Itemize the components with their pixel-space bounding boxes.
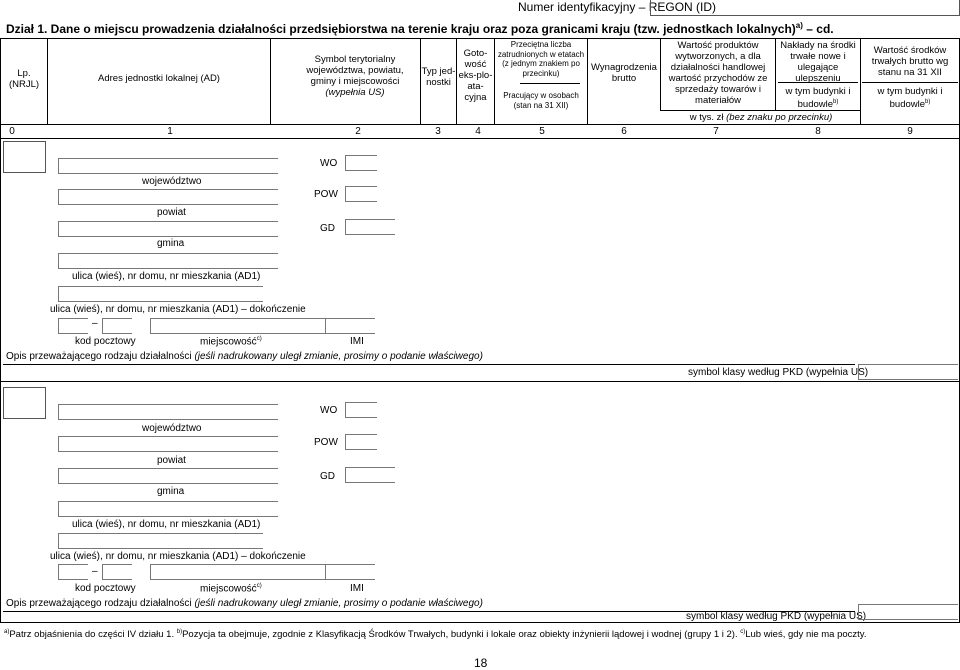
page-number: 18 bbox=[474, 656, 488, 670]
street-label-2: ulica (wieś), nr domu, nr mieszkania (AD1) bbox=[72, 519, 261, 530]
wojewodztwo-field-2[interactable] bbox=[58, 404, 278, 420]
pkd-label-1: symbol klasy według PKD (wypełnia US) bbox=[688, 367, 869, 378]
gmina-field-2[interactable] bbox=[58, 468, 278, 484]
wojewodztwo-field-1[interactable] bbox=[58, 158, 278, 174]
col-num-5: 5 bbox=[539, 126, 545, 137]
gd-label-1: GD bbox=[320, 223, 335, 234]
wojewodztwo-label-2: województwo bbox=[142, 423, 202, 434]
col-4-header: Goto-wość eks-plo-ata-cyjna bbox=[458, 48, 493, 103]
imi-label-1: IMI bbox=[350, 336, 364, 347]
col-num-2: 2 bbox=[355, 126, 361, 137]
postal-label-2: kod pocztowy bbox=[75, 583, 136, 594]
col-5-header-b: Pracujący w osobach (stan na 31 XII) bbox=[503, 91, 579, 110]
section-title: Dział 1. Dane o miejscu prowadzenia działalności przedsiębiorstwa na terenie kraju oraz poza granicami kraju (tzw. jednostkach lokalnych)$^{a)}$ – cd. bbox=[6, 21, 834, 36]
activity-label-2: Opis przeważającego rodzaju działalności (jeśli nadrukowany uległ zmianie, prosimy o podanie właściwego) bbox=[6, 598, 483, 609]
street-cont-field-1[interactable] bbox=[58, 286, 263, 302]
street-cont-label-1: ulica (wieś), nr domu, nr mieszkania (AD1) – dokończenie bbox=[50, 304, 306, 315]
postal-label-1: kod pocztowy bbox=[75, 336, 136, 347]
postal-1-field-1[interactable] bbox=[58, 318, 88, 334]
col-num-3: 3 bbox=[435, 126, 441, 137]
town-label-1: miejscowość$^{c)}$ bbox=[200, 336, 262, 348]
street-label-1: ulica (wieś), nr domu, nr mieszkania (AD1) bbox=[72, 271, 261, 282]
lp-input-1[interactable] bbox=[3, 141, 46, 173]
col-num-7: 7 bbox=[713, 126, 719, 137]
col-9-header-b: w tym budynki i budowle$^{b)}$ bbox=[877, 86, 943, 111]
col-7-header: Wartość produktów wytworzonych, a dla działalności handlowej wartość przychodów ze sprzedaży towarów i materiałów bbox=[668, 40, 768, 106]
pkd-label-2: symbol klasy według PKD (wypełnia US) bbox=[686, 611, 867, 622]
col-1-header: Adres jednostki lokalnej (AD) bbox=[98, 73, 220, 84]
gd-field-2[interactable] bbox=[345, 467, 395, 483]
col-num-8: 8 bbox=[815, 126, 821, 137]
street-cont-field-2[interactable] bbox=[58, 533, 263, 549]
gmina-label-2: gmina bbox=[157, 486, 185, 497]
town-label-2: miejscowość$^{c)}$ bbox=[200, 583, 262, 595]
gd-field-1[interactable] bbox=[345, 219, 395, 235]
town-field-1[interactable] bbox=[150, 318, 340, 334]
imi-field-2[interactable] bbox=[325, 564, 375, 580]
col-num-4: 4 bbox=[475, 126, 481, 137]
wo-field-1[interactable] bbox=[345, 155, 377, 171]
pow-label-1: POW bbox=[314, 189, 338, 200]
col-9-header-a: Wartość środków trwałych brutto wg stanu na 31 XII bbox=[871, 45, 949, 78]
col-3-header: Typ jed-nostki bbox=[421, 66, 456, 88]
street-field-2[interactable] bbox=[58, 501, 278, 517]
postal-dash-2: – bbox=[92, 566, 98, 577]
powiat-label-2: powiat bbox=[157, 455, 186, 466]
gmina-label-1: gmina bbox=[157, 238, 185, 249]
col-8-header-a: Nakłady na środki trwałe nowe i ulegające ulepszeniu bbox=[780, 40, 856, 84]
street-cont-label-2: ulica (wieś), nr domu, nr mieszkania (AD1) – dokończenie bbox=[50, 551, 306, 562]
postal-2-field-2[interactable] bbox=[102, 564, 132, 580]
activity-label-1: Opis przeważającego rodzaju działalności (jeśli nadrukowany uległ zmianie, prosimy o podanie właściwego) bbox=[6, 351, 483, 362]
powiat-field-1[interactable] bbox=[58, 189, 278, 205]
pkd-field-1[interactable] bbox=[858, 364, 958, 380]
town-field-2[interactable] bbox=[150, 564, 340, 580]
col-2-header: Symbol terytorialny województwa, powiatu, gminy i miejscowości (wypełnia US) bbox=[306, 54, 404, 98]
postal-2-field-1[interactable] bbox=[102, 318, 132, 334]
regon-label: Numer identyfikacyjny – REGON (ID) bbox=[518, 0, 717, 14]
pow-label-2: POW bbox=[314, 437, 338, 448]
pow-field-1[interactable] bbox=[345, 186, 377, 202]
postal-1-field-2[interactable] bbox=[58, 564, 88, 580]
footnotes: $^{a)}$Patrz objaśnienia do części IV działu 1. $^{b)}$Pozycja ta obejmuje, zgodnie z Klasyfikacją Środków Trwałych, budynki i lokale oraz obiekty inżynierii lądowej i wodnej (grupy 1 i 2). $^{c)}$Lub wieś, gdy nie ma poczty. bbox=[4, 629, 867, 641]
wo-label-2: WO bbox=[320, 405, 338, 416]
wo-label-1: WO bbox=[320, 158, 338, 169]
col-num-1: 1 bbox=[167, 126, 173, 137]
lp-input-2[interactable] bbox=[3, 387, 46, 419]
col-0-header: Lp. (NRJL) bbox=[8, 68, 40, 90]
col-num-6: 6 bbox=[621, 126, 627, 137]
gd-label-2: GD bbox=[320, 471, 335, 482]
gmina-field-1[interactable] bbox=[58, 221, 278, 237]
street-field-1[interactable] bbox=[58, 253, 278, 269]
pow-field-2[interactable] bbox=[345, 434, 377, 450]
pkd-field-2[interactable] bbox=[858, 604, 958, 620]
regon-input-box[interactable] bbox=[650, 0, 960, 16]
col-num-0: 0 bbox=[9, 126, 15, 137]
powiat-label-1: powiat bbox=[157, 207, 186, 218]
wo-field-2[interactable] bbox=[345, 402, 377, 418]
powiat-field-2[interactable] bbox=[58, 436, 278, 452]
postal-dash-1: – bbox=[92, 318, 98, 329]
col-num-9: 9 bbox=[907, 126, 913, 137]
imi-field-1[interactable] bbox=[325, 318, 375, 334]
imi-label-2: IMI bbox=[350, 583, 364, 594]
col-6-header: Wynagrodzenia brutto bbox=[591, 62, 657, 84]
wojewodztwo-label-1: województwo bbox=[142, 176, 202, 187]
col-8-header-b: w tym budynki i budowle$^{b)}$ bbox=[785, 86, 851, 111]
unit-note: w tys. zł (bez znaku po przecinku) bbox=[689, 112, 833, 123]
col-5-header-a: Przeciętna liczba zatrudnionych w etatach (z jednym znakiem po przecinku) bbox=[497, 40, 585, 78]
